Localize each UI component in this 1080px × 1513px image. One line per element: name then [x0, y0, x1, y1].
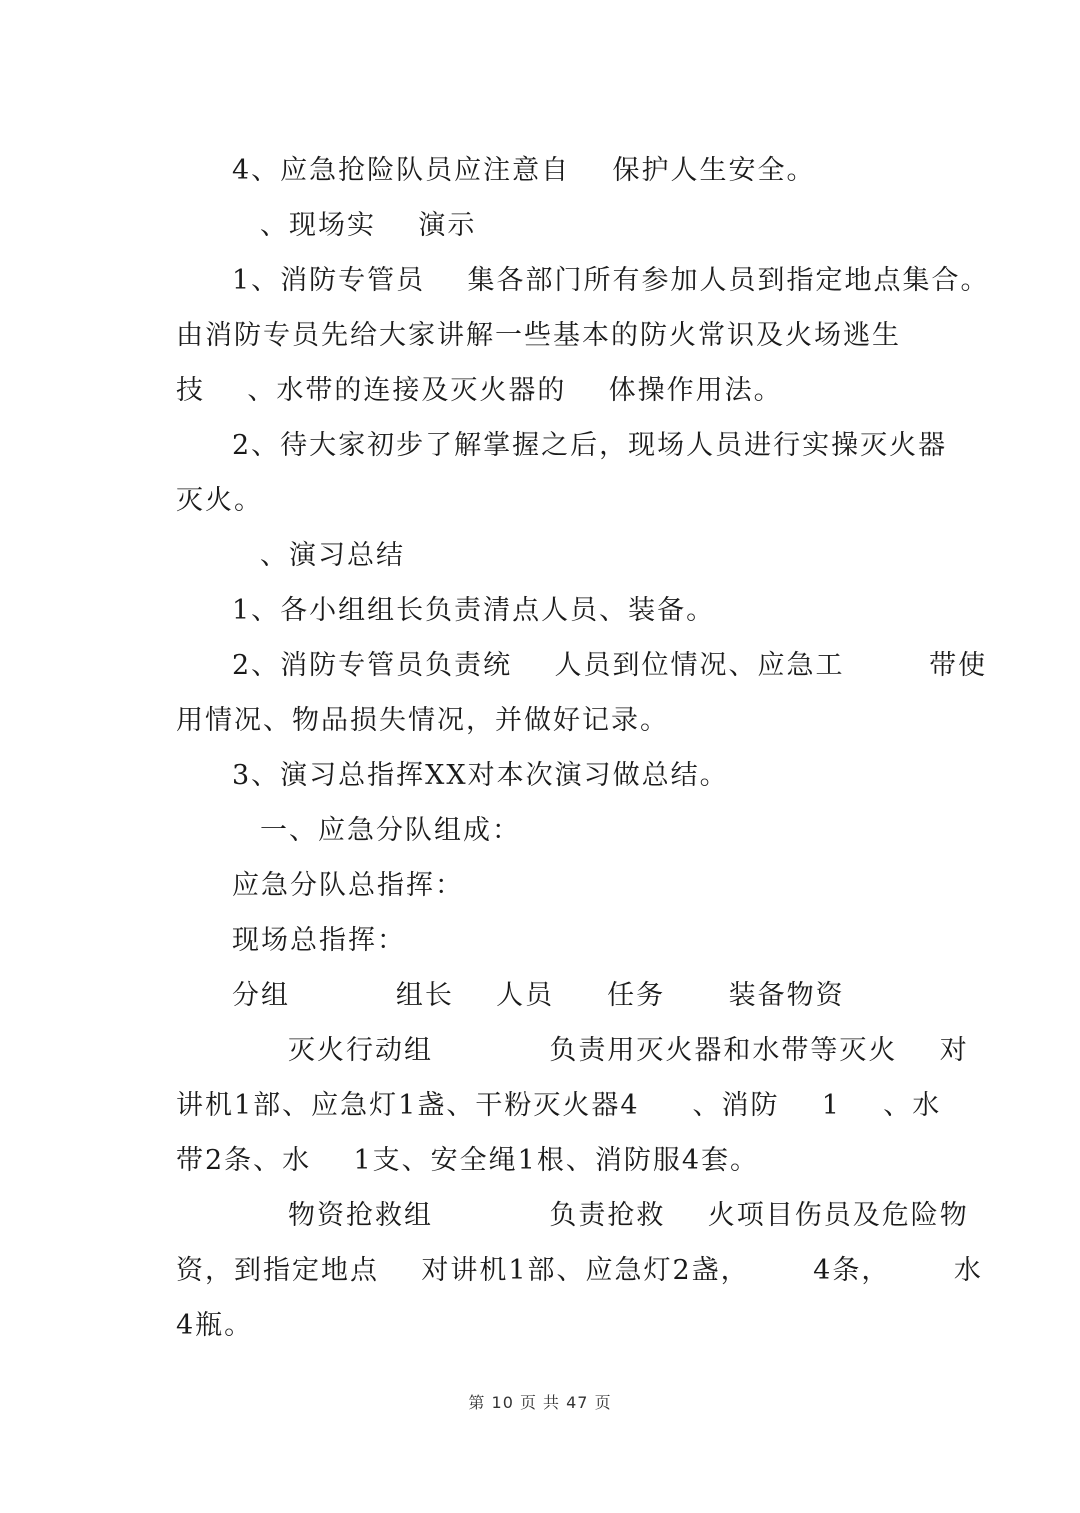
section-heading-demo: 、现场实 演示 [260, 210, 477, 241]
text-line-1: 4、应急抢险队员应注意自 保护人生安全。 [232, 155, 816, 186]
text-line-10: 2、消防专管员负责统 人员到位情况、应急工 带使 [232, 650, 988, 681]
section-heading-team: 一、应急分队组成： [260, 815, 521, 846]
text-line-18: 讲机1部、应急灯1盏、干粉灭火器4 、消防 1 、水 [176, 1090, 942, 1121]
text-line-5: 技 、水带的连接及灭火器的 体操作用法。 [176, 375, 783, 406]
text-line-15: 现场总指挥： [232, 925, 406, 956]
text-line-9: 1、各小组组长负责清点人员、装备。 [232, 595, 716, 626]
text-line-22: 4瓶。 [176, 1310, 254, 1341]
text-line-3: 1、消防专管员 集各部门所有参加人员到指定地点集合。 [232, 265, 990, 296]
section-heading-summary: 、演习总结 [260, 540, 405, 571]
text-line-12: 3、演习总指挥XX对本次演习做总结。 [232, 760, 729, 791]
text-line-11: 用情况、物品损失情况，并做好记录。 [176, 705, 669, 736]
page-footer: 第 10 页 共 47 页 [468, 1393, 612, 1412]
text-line-19: 带2条、水 1支、安全绳1根、消防服4套。 [176, 1145, 760, 1176]
text-line-6: 2、待大家初步了解掌握之后，现场人员进行实操灭火器 [232, 430, 948, 461]
text-line-21: 资，到指定地点 对讲机1部、应急灯2盏， 4条， 水 [176, 1255, 983, 1286]
table-header-line: 分组 组长 人员 任务 装备物资 [232, 980, 845, 1011]
text-line-14: 应急分队总指挥： [232, 870, 464, 901]
text-line-17: 灭火行动组 负责用灭火器和水带等灭火 对 [288, 1035, 969, 1066]
text-line-7: 灭火。 [176, 485, 263, 516]
text-line-20: 物资抢救组 负责抢救 火项目伤员及危险物 [288, 1200, 969, 1231]
text-line-4: 由消防专员先给大家讲解一些基本的防火常识及火场逃生 [176, 320, 901, 351]
